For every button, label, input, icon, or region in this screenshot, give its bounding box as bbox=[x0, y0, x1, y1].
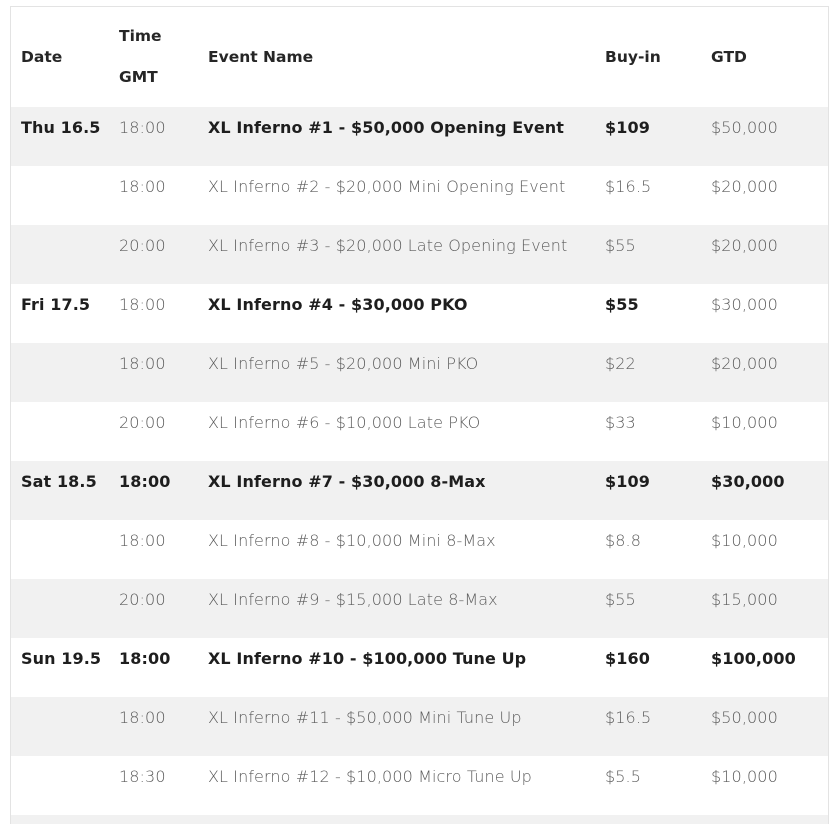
cell-buyin: $16.5 bbox=[605, 177, 652, 196]
cell-gtd: $30,000 bbox=[701, 461, 829, 520]
cell-buyin: $33 bbox=[605, 413, 636, 432]
cell-buyin: $16.5 bbox=[595, 697, 701, 756]
cell-gtd: $50,000 bbox=[701, 107, 829, 166]
cell-time: 18:00 bbox=[109, 461, 198, 520]
cell-date bbox=[11, 697, 109, 756]
cell-buyin: $55 bbox=[595, 225, 701, 284]
cell-event-name: XL Inferno #3 - $20,000 Late Opening Event bbox=[198, 225, 595, 284]
cell-buyin: $55 bbox=[605, 295, 639, 314]
cell-date bbox=[11, 166, 109, 225]
cell-date: Sat 18.5 bbox=[11, 461, 109, 520]
cell-date bbox=[11, 402, 109, 461]
cell-date: Sun 19.5 bbox=[21, 649, 102, 668]
cell-event-name: XL Inferno #7 - $30,000 8-Max bbox=[198, 461, 595, 520]
cell-buyin: $8.8 bbox=[605, 531, 642, 550]
cell-gtd: $10,000 bbox=[711, 531, 778, 550]
cell-buyin: $22 bbox=[595, 343, 701, 402]
schedule-table bbox=[11, 7, 829, 815]
cell-time: 18:00 bbox=[109, 697, 198, 756]
cell-event-name: XL Inferno #10 - $100,000 Tune Up bbox=[208, 649, 527, 668]
cell-gtd: $20,000 bbox=[701, 343, 829, 402]
table-row bbox=[11, 284, 829, 343]
table-header bbox=[11, 7, 829, 107]
header-gtd: GTD bbox=[711, 47, 747, 66]
cell-gtd: $15,000 bbox=[701, 579, 829, 638]
cell-time: 18:00 bbox=[109, 107, 198, 166]
header-time-zone: GMT bbox=[119, 68, 158, 86]
cell-date bbox=[11, 343, 109, 402]
cell-time: 18:00 bbox=[109, 343, 198, 402]
table-body bbox=[11, 107, 829, 815]
cell-time: 18:30 bbox=[119, 767, 166, 786]
cell-event-name: XL Inferno #11 - $50,000 Mini Tune Up bbox=[198, 697, 595, 756]
cell-time: 20:00 bbox=[109, 225, 198, 284]
table-row bbox=[11, 166, 829, 225]
cell-event-name: XL Inferno #9 - $15,000 Late 8-Max bbox=[198, 579, 595, 638]
header-event-name: Event Name bbox=[208, 47, 314, 66]
cell-gtd: $30,000 bbox=[711, 295, 778, 314]
table-row bbox=[11, 461, 829, 520]
table-row bbox=[11, 402, 829, 461]
cell-gtd: $10,000 bbox=[711, 413, 778, 432]
cell-date: Thu 16.5 bbox=[11, 107, 109, 166]
header-row bbox=[11, 7, 829, 107]
table-row bbox=[11, 756, 829, 815]
cell-gtd: $20,000 bbox=[711, 177, 778, 196]
header-buyin: Buy-in bbox=[605, 47, 661, 66]
table-row bbox=[11, 520, 829, 579]
cell-date bbox=[11, 579, 109, 638]
cell-gtd: $50,000 bbox=[701, 697, 829, 756]
cell-date bbox=[11, 756, 109, 815]
cell-gtd: $10,000 bbox=[711, 767, 778, 786]
cell-event-name: XL Inferno #8 - $10,000 Mini 8-Max bbox=[208, 531, 496, 550]
cell-gtd: $20,000 bbox=[701, 225, 829, 284]
cell-date bbox=[11, 225, 109, 284]
cell-date bbox=[11, 520, 109, 579]
cell-buyin: $109 bbox=[595, 107, 701, 166]
table-row bbox=[11, 343, 829, 402]
header-time bbox=[109, 7, 198, 107]
table-row bbox=[11, 697, 829, 756]
cell-event-name: XL Inferno #4 - $30,000 PKO bbox=[208, 295, 468, 314]
cell-event-name: XL Inferno #12 - $10,000 Micro Tune Up bbox=[208, 767, 532, 786]
next-row-strip bbox=[11, 815, 828, 824]
table-row bbox=[11, 579, 829, 638]
cell-buyin: $160 bbox=[605, 649, 650, 668]
cell-buyin: $55 bbox=[595, 579, 701, 638]
cell-time: 20:00 bbox=[109, 579, 198, 638]
cell-time: 18:00 bbox=[119, 295, 166, 314]
cell-time: 18:00 bbox=[119, 649, 171, 668]
header-time-label: Time bbox=[119, 27, 162, 45]
tournament-schedule bbox=[10, 6, 829, 824]
cell-gtd: $100,000 bbox=[711, 649, 796, 668]
cell-time: 18:00 bbox=[119, 177, 166, 196]
cell-event-name: XL Inferno #1 - $50,000 Opening Event bbox=[198, 107, 595, 166]
table-row bbox=[11, 107, 829, 166]
cell-event-name: XL Inferno #6 - $10,000 Late PKO bbox=[208, 413, 481, 432]
table-row bbox=[11, 638, 829, 697]
cell-date: Fri 17.5 bbox=[21, 295, 91, 314]
cell-time: 18:00 bbox=[119, 531, 166, 550]
cell-time: 20:00 bbox=[119, 413, 166, 432]
header-date: Date bbox=[21, 47, 63, 66]
cell-buyin: $5.5 bbox=[605, 767, 642, 786]
cell-buyin: $109 bbox=[595, 461, 701, 520]
cell-event-name: XL Inferno #2 - $20,000 Mini Opening Event bbox=[208, 177, 566, 196]
cell-event-name: XL Inferno #5 - $20,000 Mini PKO bbox=[198, 343, 595, 402]
table-row bbox=[11, 225, 829, 284]
